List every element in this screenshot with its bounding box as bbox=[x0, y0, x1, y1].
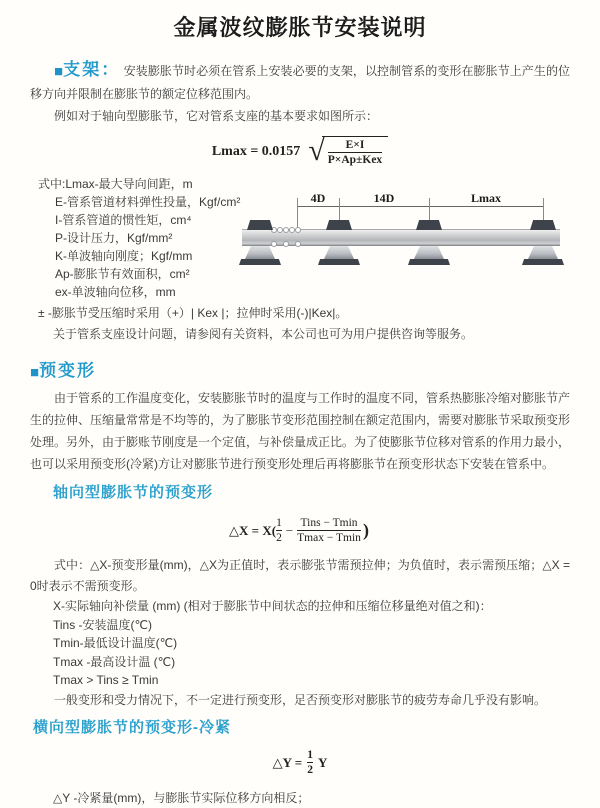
lmax-fraction bbox=[328, 138, 382, 167]
pipe-support bbox=[407, 218, 451, 270]
one-half-fraction bbox=[276, 516, 282, 545]
sqrt-content bbox=[322, 136, 388, 167]
support-base bbox=[239, 259, 281, 265]
page-title: 金属波纹膨胀节安装说明 bbox=[173, 15, 427, 40]
support-pedestal bbox=[245, 246, 275, 259]
definition-line: Ap-膨胀节有效面积，cm² bbox=[55, 267, 190, 281]
lmax-formula bbox=[0, 133, 600, 169]
half-numerator: 1 bbox=[276, 516, 282, 529]
support-pedestal bbox=[414, 246, 444, 259]
dim-label-4d: 4D bbox=[310, 191, 326, 205]
lmax-fraction-denominator: P×Ap±Kex bbox=[327, 153, 383, 166]
axial-variable-list bbox=[0, 597, 600, 690]
half-denominator: 2 bbox=[307, 764, 313, 776]
axial-predeform-formula bbox=[0, 511, 600, 549]
half-numerator: 1 bbox=[307, 749, 313, 761]
plus-minus-note: ± -膨胀节受压缩时采用（+）| Kex |；拉伸时采用(-)|Kex|。 bbox=[38, 306, 348, 320]
axial-variable-line: Tmin-最低设计温度(℃) bbox=[53, 636, 178, 650]
support-clamp bbox=[530, 220, 556, 230]
temperature-fraction bbox=[297, 516, 361, 545]
bellows-coil bbox=[295, 241, 301, 247]
consulting-service-note: 关于管系支座设计问题，请参阅有关资料，本公司也可为用户提供咨询等服务。 bbox=[53, 327, 474, 341]
support-pedestal bbox=[324, 246, 354, 259]
support-section-heading: 支架： bbox=[63, 60, 121, 79]
definition-line: E-管系管道材料弹性投量，Kgf/cm² bbox=[55, 195, 241, 209]
lateral-formula-lhs: △Y = bbox=[272, 755, 303, 770]
pipe-support bbox=[317, 218, 361, 270]
axial-subheading: 轴向型膨胀节的预变形 bbox=[53, 484, 214, 501]
section-square-icon: ■ bbox=[54, 63, 64, 80]
support-base bbox=[318, 259, 360, 265]
axial-variable-line: Tins -安装温度(℃) bbox=[53, 617, 153, 632]
lmax-fraction-numerator: E×I bbox=[345, 138, 365, 151]
lateral-formula-rhs: Y bbox=[317, 755, 328, 770]
bellows-coil bbox=[283, 241, 289, 247]
definition-line: 式中:Lmax-最大导向间距，m bbox=[38, 177, 193, 191]
axial-variable-line: Tmax > Tins ≥ Tmin bbox=[53, 673, 159, 687]
predeform-paragraph: 由于管系的工作温度变化，安装膨胀节时的温度与工作时的温度不同，管系热膨胀冷缩对膨胀节产生的拉伸、压缩量常常是不均等的，为了膨胀节变形范围控制在额定范围内，需要对膨胀节采取预变形处理。另外，由于膨账节刚度是一个定值，与补偿量成正比。为了使膨胀节位移对管系的作用力最小，也可以采用预变形(冷紧)方让对膨胀节进行预变形处理后再将膨胀节在预变形状态下安装在管系中。 bbox=[30, 391, 571, 471]
section-square-icon: ■ bbox=[30, 364, 40, 381]
pipe-support bbox=[521, 218, 565, 270]
support-intro-paragraph bbox=[0, 59, 600, 105]
support-example-line: 例如对于轴向型膨胀节，它对管系支座的基本要求如图所示： bbox=[54, 109, 379, 123]
pipe-anchor bbox=[238, 218, 282, 270]
support-pedestal bbox=[528, 246, 558, 259]
definition-line: I-管系管道的惯性矩，cm⁴ bbox=[55, 213, 192, 227]
support-clamp bbox=[326, 220, 352, 230]
closing-paren: ) bbox=[362, 519, 369, 540]
dim-label-14d: 14D bbox=[373, 191, 395, 205]
pipe-support-diagram bbox=[240, 192, 592, 278]
support-base bbox=[408, 259, 450, 265]
dim-label-lmax: Lmax bbox=[471, 191, 501, 205]
support-intro-text: 安装膨胀节时必须在管系上安装必要的支架，以控制管系的变形在膨胀节上产生的位移方向并限制在膨胀节的额定位移范围内。 bbox=[30, 64, 571, 101]
axial-fatigue-note: 一般变形和受力情况下，不一定进行预变形，足否预变形对膨胀节的疲劳寿命几乎没有影响。 bbox=[54, 692, 547, 707]
dimension-line bbox=[297, 206, 543, 207]
temperature-fraction-denominator: Tmax − Tmin bbox=[297, 531, 361, 544]
bellows-coil bbox=[295, 227, 301, 233]
definition-line: ex-单波轴向位移，mm bbox=[55, 285, 176, 299]
lateral-predeform-formula bbox=[0, 746, 600, 780]
definition-line: K-单波轴向刚度；Kgf/mm bbox=[55, 249, 193, 263]
radical-sign-icon: √ bbox=[308, 134, 325, 167]
axial-formula-lhs: △X = X( bbox=[229, 522, 277, 538]
predeform-section-heading: 预变形 bbox=[39, 361, 97, 380]
minus-sign: − bbox=[285, 522, 294, 538]
cold-tightening-note: △Y -冷紧量(mm)，与膨胀节实际位移方向相反； bbox=[53, 790, 310, 805]
axial-explain-paragraph: 式中：△X-预变形量(mm)，△X为正值时，表示膨张节需预拉伸；为负值时，表示需预压缩；△X = 0时表示不需预变形。 bbox=[30, 558, 570, 593]
support-base bbox=[522, 259, 564, 265]
support-clamp bbox=[247, 220, 273, 230]
temperature-fraction-numerator: Tins − Tmin bbox=[300, 516, 358, 529]
axial-variable-line: Tmax -最高设计温 (℃) bbox=[53, 654, 176, 669]
sqrt-expression bbox=[308, 136, 388, 167]
definition-line: P-设计压力，Kgf/mm² bbox=[55, 231, 173, 245]
half-denominator: 2 bbox=[276, 531, 282, 544]
predeform-section-heading-row bbox=[0, 359, 600, 385]
lmax-formula-lhs: Lmax = 0.0157 bbox=[211, 143, 301, 159]
one-half-fraction bbox=[307, 748, 313, 777]
axial-variable-line: X-实际轴向补偿量 (mm) (相对于膨胀节中间状态的拉伸和压缩位移量绝对值之和)： bbox=[53, 599, 492, 613]
support-clamp bbox=[416, 220, 442, 230]
lateral-subheading: 横向型膨胀节的预变形-冷紧 bbox=[33, 718, 231, 736]
